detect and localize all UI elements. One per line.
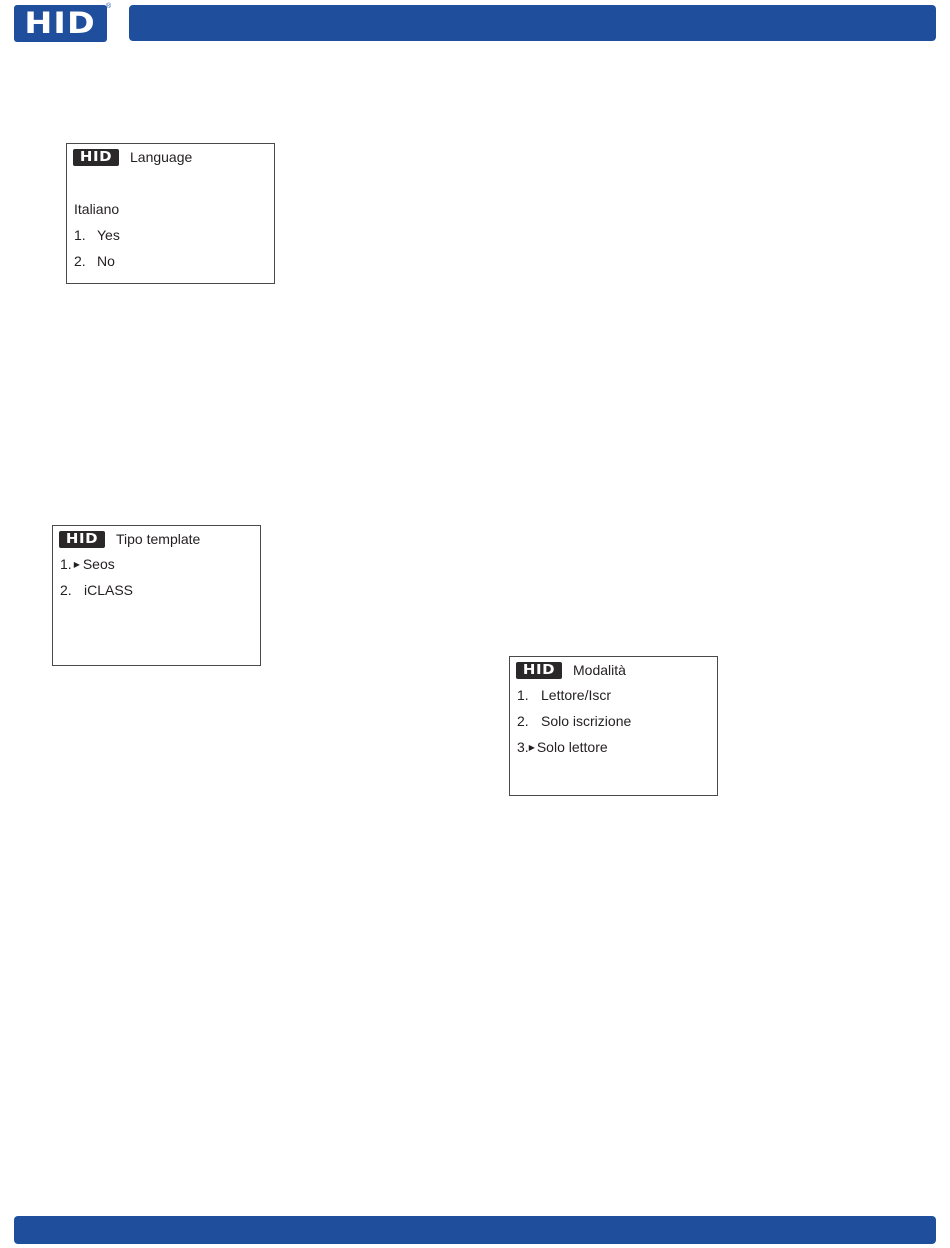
hid-logo-text: HID <box>24 6 97 40</box>
mode-screen-header <box>516 662 626 679</box>
registered-mark: ® <box>106 3 112 10</box>
selection-arrow-icon: ▶ <box>73 560 80 569</box>
mode-screen <box>509 656 718 796</box>
hid-logo <box>14 5 107 42</box>
menu-option-reader-only[interactable] <box>517 739 608 756</box>
selection-arrow-icon: ▶ <box>528 743 535 752</box>
option-label: Lettore/Iscr <box>541 687 612 703</box>
menu-option-reader-enroll[interactable] <box>517 687 611 704</box>
option-number: 2. <box>60 582 72 598</box>
language-current-value: Italiano <box>74 201 120 217</box>
template-type-screen <box>52 525 261 666</box>
language-screen-header <box>73 149 192 166</box>
footer-bar <box>14 1216 936 1244</box>
option-label: Solo lettore <box>536 739 608 755</box>
option-number: 1. <box>74 227 86 243</box>
menu-option-iclass[interactable] <box>60 582 133 599</box>
menu-option-yes[interactable] <box>74 227 120 244</box>
header-bar <box>129 5 936 41</box>
screen-hid-logo: HID <box>59 531 105 548</box>
template-screen-title: Tipo template <box>116 531 201 547</box>
menu-option-enroll-only[interactable] <box>517 713 631 730</box>
option-number: 2. <box>517 713 529 729</box>
option-number: 2. <box>74 253 86 269</box>
option-label: iCLASS <box>84 582 134 598</box>
language-screen <box>66 143 275 284</box>
template-screen-header <box>59 531 200 548</box>
option-number: 3. <box>517 739 529 755</box>
menu-option-seos[interactable] <box>60 556 115 573</box>
screen-hid-logo: HID <box>516 662 562 679</box>
option-number: 1. <box>517 687 529 703</box>
option-label: Yes <box>97 227 120 243</box>
option-label: No <box>97 253 115 269</box>
mode-screen-title: Modalità <box>573 662 626 678</box>
option-label: Solo iscrizione <box>541 713 632 729</box>
option-label: Seos <box>82 556 115 572</box>
language-screen-title: Language <box>130 149 193 165</box>
screen-hid-logo: HID <box>73 149 119 166</box>
menu-option-no[interactable] <box>74 253 115 270</box>
option-number: 1. <box>60 556 72 572</box>
